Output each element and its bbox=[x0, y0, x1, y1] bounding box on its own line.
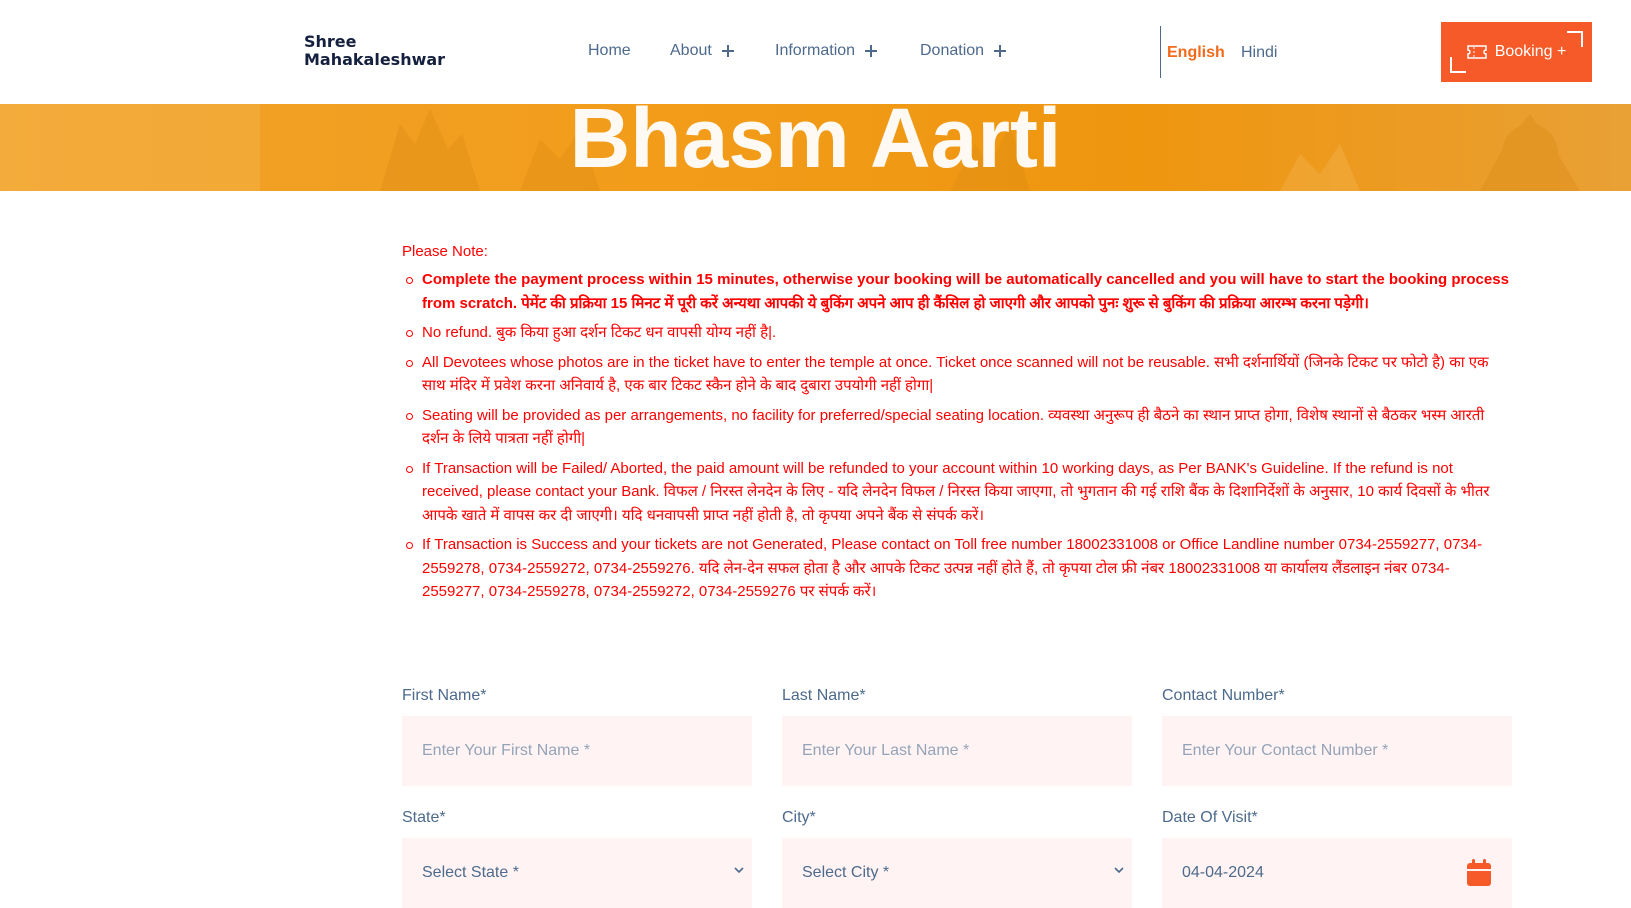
date-of-visit-label: Date Of Visit* bbox=[1162, 809, 1258, 826]
language-english[interactable]: English bbox=[1167, 44, 1225, 61]
city-select-value: Select City * bbox=[802, 864, 890, 881]
first-name-input[interactable] bbox=[402, 716, 752, 786]
booking-button-label: Booking + bbox=[1494, 43, 1567, 60]
chevron-down-icon bbox=[734, 867, 744, 874]
plus-icon[interactable] bbox=[865, 45, 877, 57]
calendar-icon[interactable] bbox=[1466, 859, 1492, 887]
nav-donation-label: Donation bbox=[920, 42, 985, 59]
logo-line-1: Shree bbox=[304, 32, 357, 51]
corner-decoration-top-right bbox=[1567, 31, 1583, 47]
nav-about[interactable] bbox=[670, 42, 734, 60]
city-label: City* bbox=[782, 809, 816, 826]
last-name-input[interactable] bbox=[782, 716, 1132, 786]
language-divider bbox=[1160, 26, 1161, 78]
language-hindi[interactable]: Hindi bbox=[1241, 44, 1278, 61]
date-of-visit-value: 04-04-2024 bbox=[1182, 864, 1264, 881]
bullet-icon bbox=[406, 413, 413, 420]
site-logo[interactable] bbox=[304, 33, 445, 69]
first-name-label: First Name* bbox=[402, 687, 487, 704]
date-of-visit-input[interactable] bbox=[1162, 838, 1512, 908]
site-header bbox=[0, 0, 1631, 104]
state-label: State* bbox=[402, 809, 446, 826]
list-item bbox=[402, 404, 1512, 451]
logo-line-2: Mahakaleshwar bbox=[304, 50, 446, 69]
nav-home-label: Home bbox=[588, 42, 631, 59]
first-name-placeholder: Enter Your First Name * bbox=[422, 742, 591, 759]
notes-heading: Please Note: bbox=[402, 243, 488, 260]
note-text: If Transaction will be Failed/ Aborted, the paid amount will be refunded to your account within 10 working days, as Per BANK's Guideline. If the refund is not received, please contact your Bank. विफल / निरस्त लेनदेन के लिए - यदि लेनदेन विफल / निरस्त किया जाएगा, तो भुगतान की गई राशि बैंक के दिशानिर्देशों के अनुसार, 10 कार्य दिवसों के भीतर आपके खाते में वापस कर दी जाएगी। यदि धनवापसी प्राप्त नहीं होती है, तो कृपया अपने बैंक से संपर्क करें। bbox=[422, 459, 1490, 524]
ticket-icon bbox=[1467, 45, 1487, 59]
nav-about-label: About bbox=[670, 42, 712, 59]
corner-decoration-bottom-left bbox=[1450, 57, 1466, 73]
bullet-icon bbox=[406, 277, 413, 284]
booking-notes bbox=[402, 243, 1512, 610]
nav-donation[interactable] bbox=[920, 42, 1006, 60]
contact-number-placeholder: Enter Your Contact Number * bbox=[1182, 742, 1389, 759]
list-item bbox=[402, 268, 1512, 315]
note-text: No refund. बुक किया हुआ दर्शन टिकट धन वापसी योग्य नहीं है|. bbox=[422, 324, 777, 341]
plus-icon[interactable] bbox=[722, 45, 734, 57]
state-select-value: Select State * bbox=[422, 864, 519, 881]
list-item bbox=[402, 457, 1512, 528]
last-name-placeholder: Enter Your Last Name * bbox=[802, 742, 970, 759]
contact-number-input[interactable] bbox=[1162, 716, 1512, 786]
bullet-icon bbox=[406, 466, 413, 473]
city-select[interactable] bbox=[782, 838, 1132, 908]
notes-list bbox=[402, 268, 1512, 604]
list-item bbox=[402, 533, 1512, 604]
note-text: All Devotees whose photos are in the ticket have to enter the temple at once. Ticket once scanned will not be reusable. सभी दर्शनार्थियों (जिनके टिकट पर फोटो है) का एक साथ मंदिर में प्रवेश करना अनिवार्य है, एक बार टिकट स्कैन होने के बाद दुबारा उपयोगी नहीं होगा| bbox=[422, 353, 1489, 394]
page-banner bbox=[0, 104, 1631, 191]
plus-icon[interactable] bbox=[994, 45, 1006, 57]
nav-home[interactable] bbox=[588, 42, 631, 60]
state-select[interactable] bbox=[402, 838, 752, 908]
chevron-down-icon bbox=[1114, 867, 1124, 874]
note-text: Seating will be provided as per arrangements, no facility for preferred/special seating location. व्यवस्था अनुरूप ही बैठने का स्थान प्राप्त होगा, विशेष स्थानों से बैठकर भस्म आरती दर्शन के लिये पात्रता नहीं होगी| bbox=[422, 406, 1485, 447]
bullet-icon bbox=[406, 542, 413, 549]
note-text: If Transaction is Success and your tickets are not Generated, Please contact on Toll free number 18002331008 or Office Landline number 0734-2559277, 0734-2559278, 0734-2559272, 0734-2559276. यदि लेन-देन सफल होता है और आपके टिकट उत्पन्न नहीं होते हैं, तो कृपया टोल फ्री नंबर 18002331008 या कार्यालय लैंडलाइन नंबर 0734-2559277, 0734-2559278, 0734-2559272, 0734-2559276 पर संपर्क करें। bbox=[422, 536, 1483, 600]
booking-button[interactable] bbox=[1441, 22, 1592, 82]
bullet-icon bbox=[406, 330, 413, 337]
list-item bbox=[402, 351, 1512, 398]
contact-number-label: Contact Number* bbox=[1162, 687, 1285, 704]
last-name-label: Last Name* bbox=[782, 687, 866, 704]
bullet-icon bbox=[406, 360, 413, 367]
nav-information-label: Information bbox=[775, 42, 856, 59]
banner-title: Bhasm Aarti bbox=[569, 104, 1062, 185]
list-item bbox=[402, 321, 1512, 345]
note-text: Complete the payment process within 15 minutes, otherwise your booking will be automatically cancelled and you will have to start the booking process from scratch. पेमेंट की प्रक्रिया 15 मिनट में पूरी करें अन्यथा आपकी ये बुकिंग अपने आप ही कैंसिल हो जाएगी और आपको पुनः शुरू से बुकिंग की प्रक्रिया आरम्भ करना पड़ेगी। bbox=[422, 271, 1509, 312]
nav-information[interactable] bbox=[775, 42, 877, 60]
